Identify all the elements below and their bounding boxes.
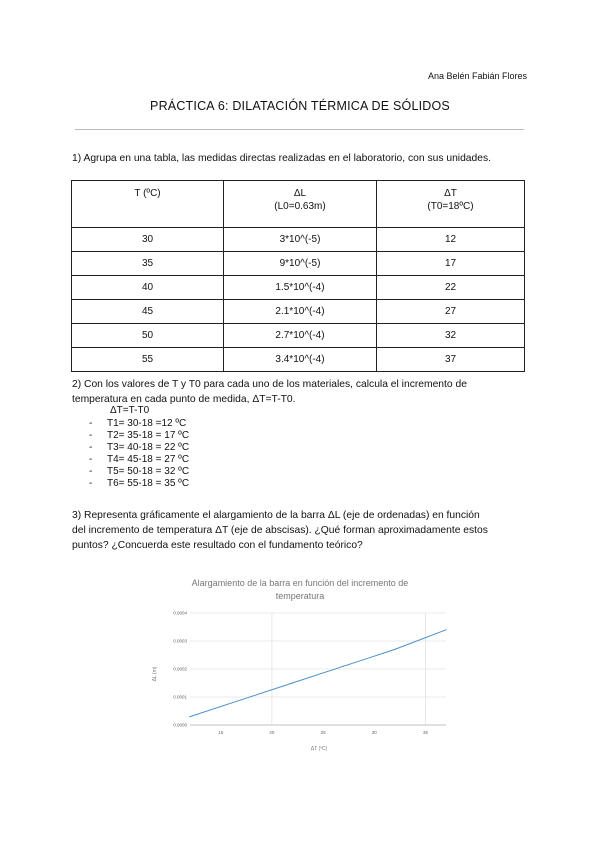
y-tick-label: 0.0001 [173, 694, 187, 700]
measurements-table [71, 180, 525, 372]
x-tick-label: 25 [320, 730, 326, 735]
chart-series [189, 629, 446, 717]
table-cell: 17 [377, 252, 525, 276]
chart-title: temperatura [275, 591, 325, 601]
header-sublabel: (T0=18ºC) [427, 201, 474, 212]
elongation-chart [150, 570, 450, 755]
question-2 [72, 377, 532, 407]
table-cell: 45 [72, 300, 224, 324]
data-point [292, 682, 293, 683]
x-tick-label: 35 [423, 730, 429, 735]
table-cell: 55 [72, 348, 224, 372]
table-cell: 40 [72, 276, 224, 300]
question-2-line: 2) Con los valores de T y T0 para cada uno de los materiales, calcula el incremento de [72, 379, 467, 390]
data-point [241, 699, 242, 700]
calculation-text: T1= 30-18 =12 ºC [107, 418, 187, 429]
calculation-text: T5= 50-18 = 32 ºC [107, 466, 190, 477]
table-cell: 27 [377, 300, 525, 324]
x-axis-label: ΔT (ºC) [310, 746, 328, 752]
author-name: Ana Belén Fabián Flores [427, 71, 527, 81]
header-elongation [224, 181, 377, 228]
table-header-row [72, 181, 525, 228]
y-axis-label: ΔL (m) [152, 666, 158, 682]
table-cell: 35 [72, 252, 224, 276]
table-cell: 22 [377, 276, 525, 300]
header-label: ΔL [293, 188, 307, 199]
title-divider [75, 129, 524, 130]
formula: ΔT=T-T0 [110, 405, 150, 416]
table-cell: 3*10^(-5) [224, 228, 377, 252]
x-tick-label: 15 [218, 730, 224, 735]
table-cell: 30 [72, 228, 224, 252]
list-item: - T1= 30-18 =12 ºC [89, 418, 187, 429]
table-cell: 2.7*10^(-4) [224, 324, 377, 348]
list-item: - T3= 40-18 = 22 ºC [89, 442, 190, 453]
table-cell: 37 [377, 348, 525, 372]
table-cell: 2.1*10^(-4) [224, 300, 377, 324]
question-3-line: del incremento de temperatura ΔT (eje de abscisas). ¿Qué forman aproximadamente estos [72, 525, 488, 536]
x-tick-label: 20 [269, 730, 275, 735]
document-title: PRÁCTICA 6: DILATACIÓN TÉRMICA DE SÓLIDOS [150, 99, 450, 113]
x-axis [218, 730, 428, 735]
y-tick-label: 0.0003 [173, 638, 187, 644]
x-tick-label: 30 [371, 730, 377, 735]
table-cell: 50 [72, 324, 224, 348]
question-2-line: temperatura en cada punto de medida, ΔT=T-T0. [72, 394, 296, 405]
table-row [72, 348, 525, 372]
calculation-text: T2= 35-18 = 17 ºC [107, 430, 190, 441]
table-row [72, 252, 525, 276]
question-3-line: puntos? ¿Concuerda este resultado con el fundamento teórico? [72, 540, 363, 551]
table-row [72, 300, 525, 324]
table-row [72, 324, 525, 348]
data-point [343, 666, 344, 667]
y-axis [173, 611, 187, 728]
header-temperature-increment [377, 181, 525, 228]
chart-grid [190, 613, 446, 725]
question-1: 1) Agrupa en una tabla, las medidas directas realizadas en el laboratorio, con sus unidades. [72, 153, 491, 164]
question-3 [72, 508, 532, 553]
y-tick-label: 0.0000 [173, 722, 187, 728]
header-sublabel: (L0=0.63m) [274, 201, 326, 212]
table-row [72, 276, 525, 300]
table-cell: 12 [377, 228, 525, 252]
header-temperature [72, 181, 224, 228]
table-cell: 9*10^(-5) [224, 252, 377, 276]
data-point [445, 629, 446, 630]
list-item: - T4= 45-18 = 27 ºC [89, 454, 190, 465]
table-row [72, 228, 525, 252]
y-tick-label: 0.0004 [173, 610, 187, 616]
data-point [394, 649, 395, 650]
calculation-text: T6= 55-18 = 35 ºC [107, 478, 190, 489]
y-tick-label: 0.0002 [173, 666, 187, 672]
list-item: - T6= 55-18 = 35 ºC [89, 478, 190, 489]
question-3-line: 3) Representa gráficamente el alargamiento de la barra ΔL (eje de ordenadas) en función [72, 510, 480, 521]
header-label: T (ºC) [134, 188, 161, 199]
series-line [190, 630, 446, 717]
header-label: ΔT [444, 188, 457, 199]
calculation-text: T3= 40-18 = 22 ºC [107, 442, 190, 453]
table-cell: 1.5*10^(-4) [224, 276, 377, 300]
calculation-text: T4= 45-18 = 27 ºC [107, 454, 190, 465]
calculation-list [89, 418, 189, 490]
data-point [189, 716, 190, 717]
list-item: - T2= 35-18 = 17 ºC [89, 430, 190, 441]
table-cell: 3.4*10^(-4) [224, 348, 377, 372]
list-item: - T5= 50-18 = 32 ºC [89, 466, 190, 477]
table-cell: 32 [377, 324, 525, 348]
chart-title: Alargamiento de la barra en función del incremento de [191, 578, 409, 588]
